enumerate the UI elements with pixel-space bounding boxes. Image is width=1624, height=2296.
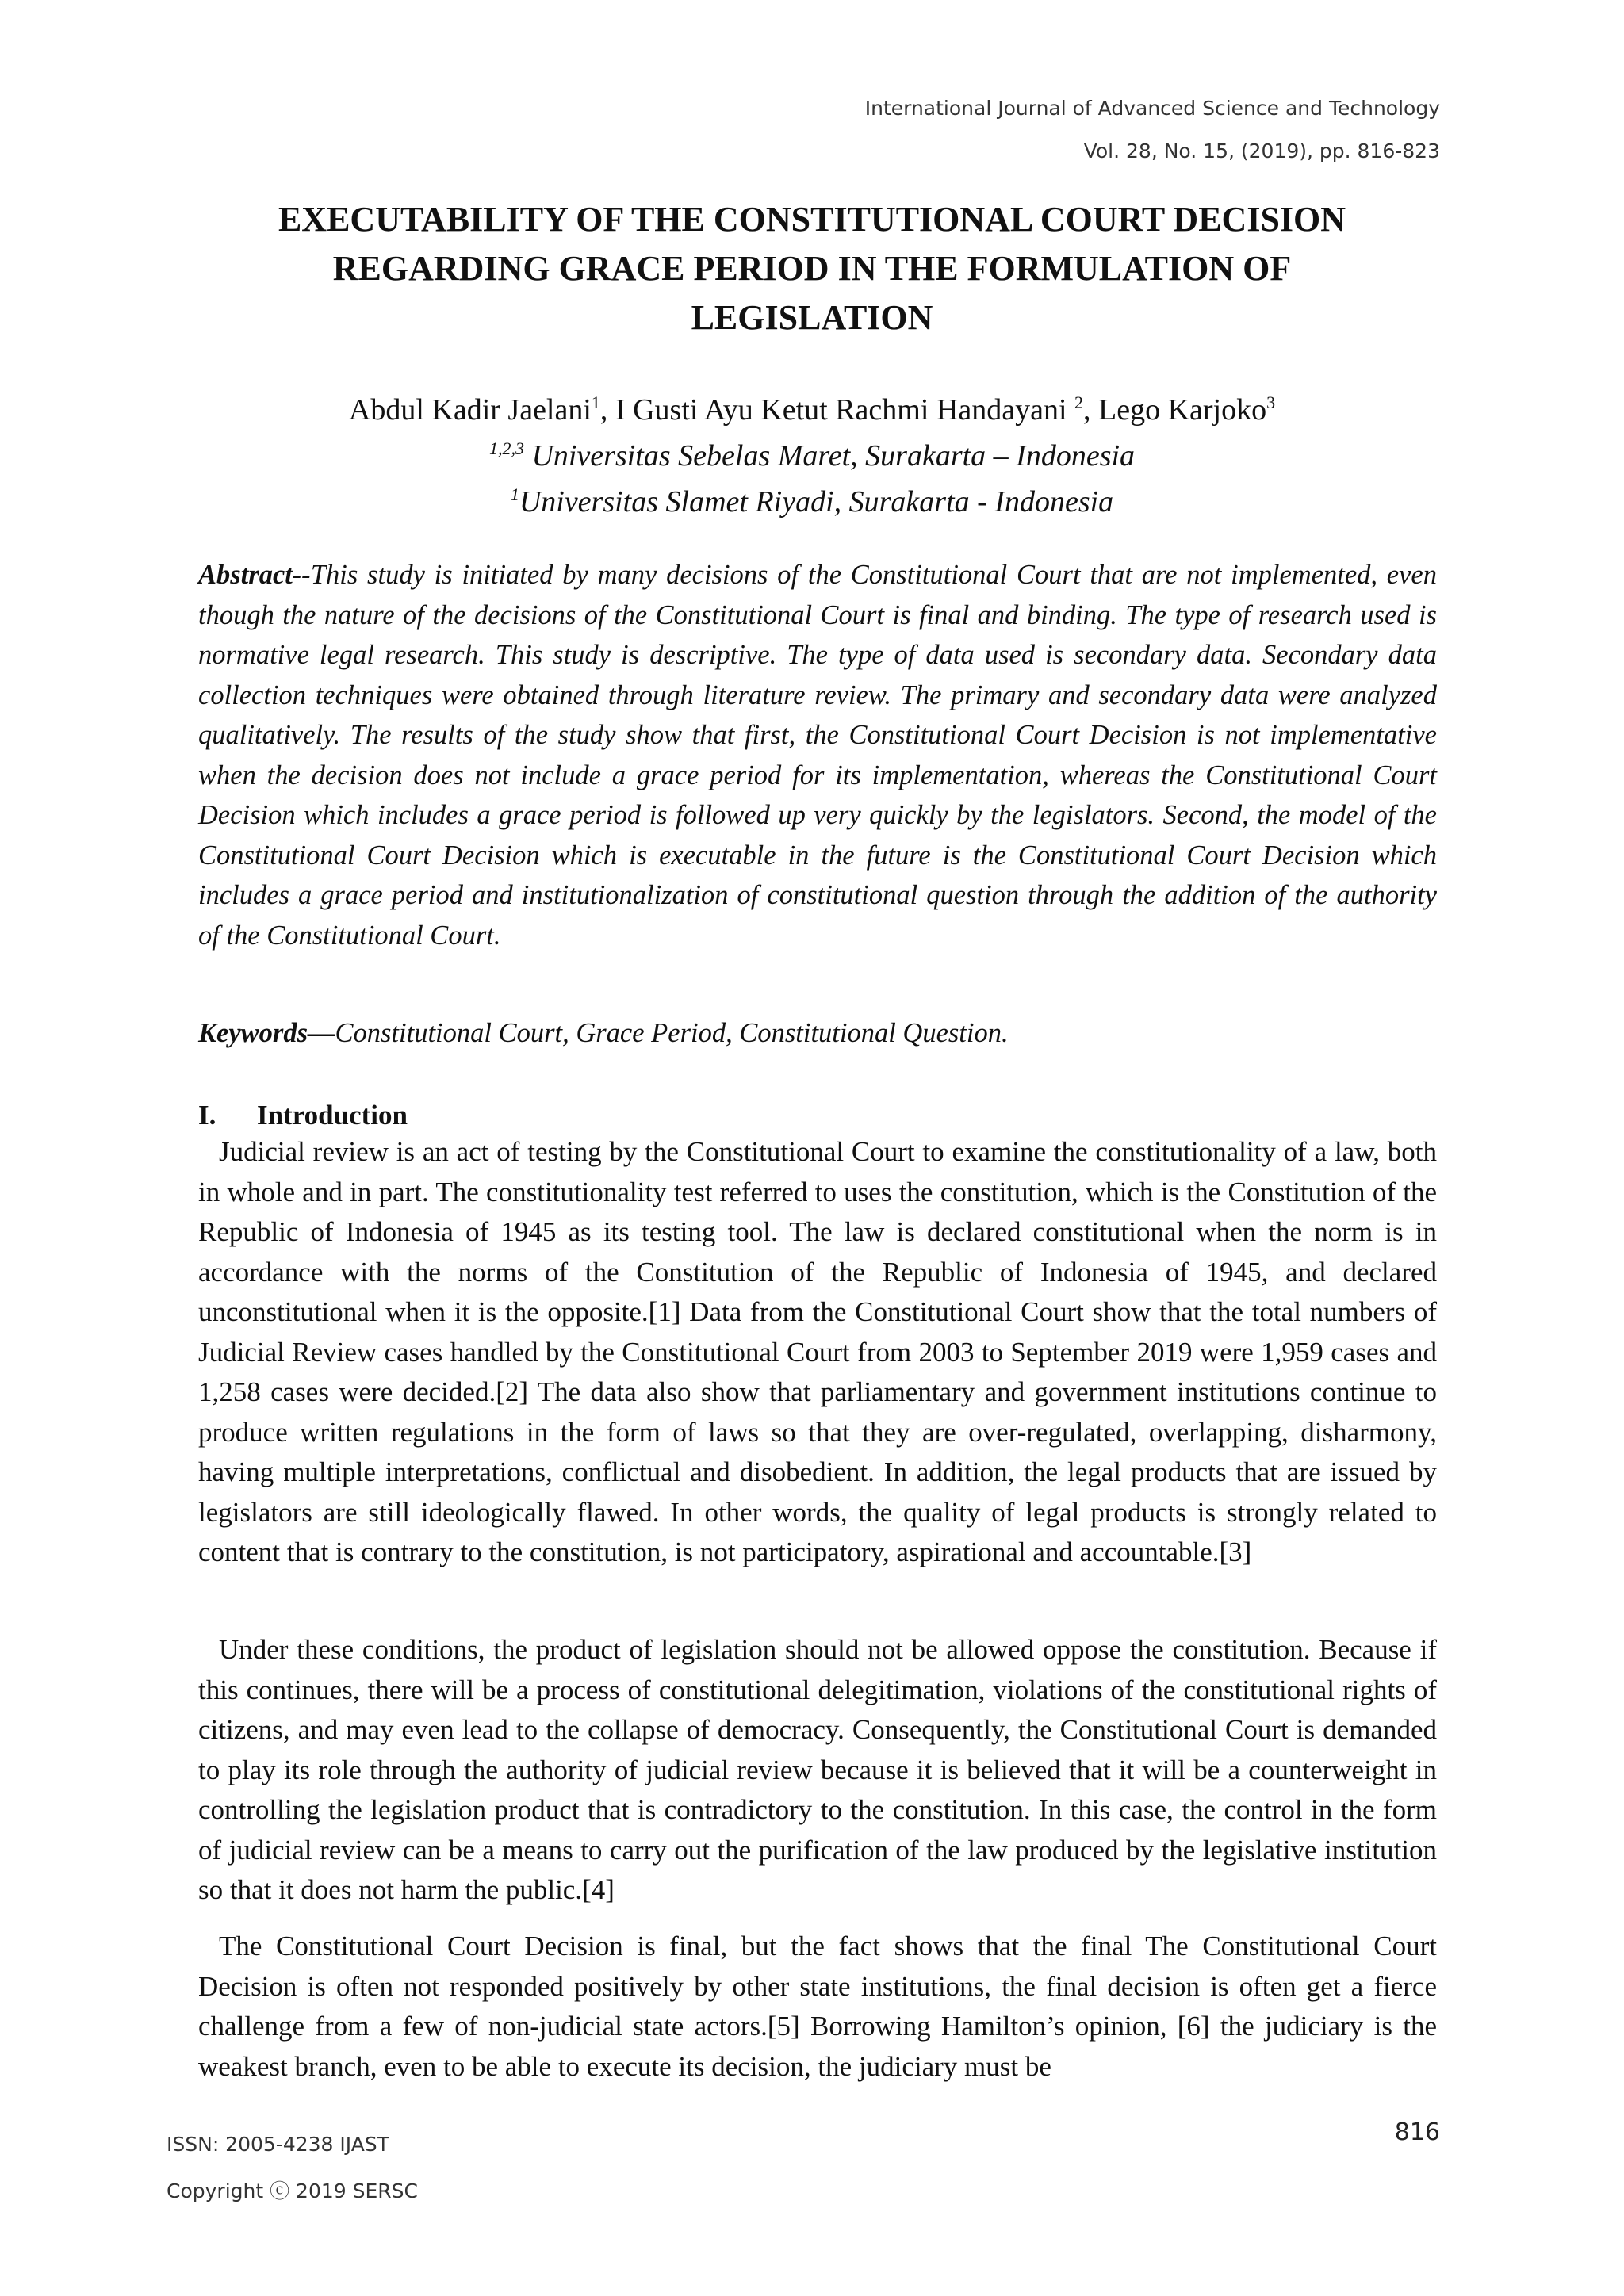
body-paragraph: Judicial review is an act of testing by the Constitutional Court to examine the constitutionality of a law, both in whole and in part. The constitutionality test referred to uses the constitution, which is the Constitution of the Republic of Indonesia of 1945 as its testing tool. The law is declared constitutional when the norm is in accordance with the norms of the Constitution of the Republic of Indonesia of 1945, and declared unconstitutional when it is the opposite.[1] Data from the Constitutional Court show that the total numbers of Judicial Review cases handled by the Constitutional Court from 2003 to September 2019 were 1,959 cases and 1,258 cases were decided.[2] The data also show that parliamentary and government institutions continue to produce written regulations in the form of laws so that they are over-regulated, overlapping, disharmony, having multiple interpretations, conflictual and disobedient. In addition, the legal products that are issued by legislators are still ideologically flawed. In other words, the quality of legal products is strongly related to content that is contrary to the constitution, is not participatory, aspirational and accountable.[3] <box>198 1136 1437 1567</box>
journal-name: International Journal of Advanced Science and Technology <box>864 97 1440 120</box>
body-paragraph: Under these conditions, the product of legislation should not be allowed oppose the constitution. Because if this continues, there will be a process of constitutional delegitimation, violations of the constitutional rights of citizens, and may even lead to the collapse of democracy. Consequently, the Constitutional Court is demanded to play its role through the authority of judicial review because it is believed that it will be a counterweight in controlling the legislation product that is contradictory to the constitution. In this case, the control in the form of judicial review can be a means to carry out the purification of the law produced by the legislative institution so that it does not harm the public.[4] <box>198 1634 1437 1905</box>
affiliation-text: Universitas Sebelas Maret, Surakarta – Indonesia <box>523 439 1136 473</box>
author-name: Abdul Kadir Jaelani <box>348 393 592 427</box>
section-title: Introduction <box>257 1100 408 1131</box>
author-sep: , <box>599 393 615 427</box>
section-number: I. <box>198 1100 216 1131</box>
abstract-label: Abstract-- <box>198 560 311 590</box>
keywords-text: Constitutional Court, Grace Period, Constitutional Question. <box>335 1018 1009 1048</box>
section-heading <box>198 1096 408 1135</box>
author-sep: , <box>1083 393 1098 427</box>
title-line: LEGISLATION <box>691 298 933 337</box>
affiliation-sup: 1 <box>510 484 519 504</box>
title-line: REGARDING GRACE PERIOD IN THE FORMULATION OF <box>332 249 1292 288</box>
body-paragraph: The Constitutional Court Decision is final, but the fact shows that the final The Constitutional Court Decision is often not responded positively by other state institutions, the final decision is often get a fierce challenge from a few of non-judicial state actors.[5] Borrowing Hamilton’s opinion, [6] the judiciary is the weakest branch, even to be able to execute its decision, the judiciary must be <box>198 1931 1437 2082</box>
author-sup: 3 <box>1266 392 1276 412</box>
title-line: EXECUTABILITY OF THE CONSTITUTIONAL COURT DECISION <box>278 200 1346 239</box>
abstract <box>198 555 1437 955</box>
affiliation <box>159 433 1465 479</box>
issn: ISSN: 2005-4238 IJAST <box>167 2133 389 2156</box>
volume-info: Vol. 28, No. 15, (2019), pp. 816-823 <box>1083 140 1440 163</box>
page-number: 816 <box>1394 2118 1440 2146</box>
affiliation-text: Universitas Slamet Riyadi, Surakarta - Indonesia <box>519 485 1114 519</box>
author-block <box>159 387 1465 525</box>
keywords <box>198 1013 1437 1053</box>
author-sup: 2 <box>1074 392 1083 412</box>
keywords-label: Keywords— <box>198 1018 335 1048</box>
author-list <box>159 387 1465 433</box>
paper-title <box>159 195 1465 342</box>
affiliation <box>159 479 1465 525</box>
author-name: Lego Karjoko <box>1098 393 1267 427</box>
author-sup: 1 <box>591 392 600 412</box>
author-name: I Gusti Ayu Ketut Rachmi Handayani <box>615 393 1074 427</box>
abstract-text: This study is initiated by many decisions of the Constitutional Court that are not implemented, even though the nature of the decisions of the Constitutional Court is final and binding. The type of research used is normative legal research. This study is descriptive. The type of data used is secondary data. Secondary data collection techniques were obtained through literature review. The primary and secondary data were analyzed qualitatively. The results of the study show that first, the Constitutional Court Decision is not implementative when the decision does not include a grace period for its implementation, whereas the Constitutional Court Decision which includes a grace period is followed up very quickly by the legislators. Second, the model of the Constitutional Court Decision which is executable in the future is the Constitutional Court Decision which includes a grace period and institutionalization of constitutional question through the addition of the authority of the Constitutional Court. <box>198 560 1437 951</box>
copyright: Copyright ⓒ 2019 SERSC <box>167 2179 418 2202</box>
affiliation-sup: 1,2,3 <box>488 438 524 458</box>
